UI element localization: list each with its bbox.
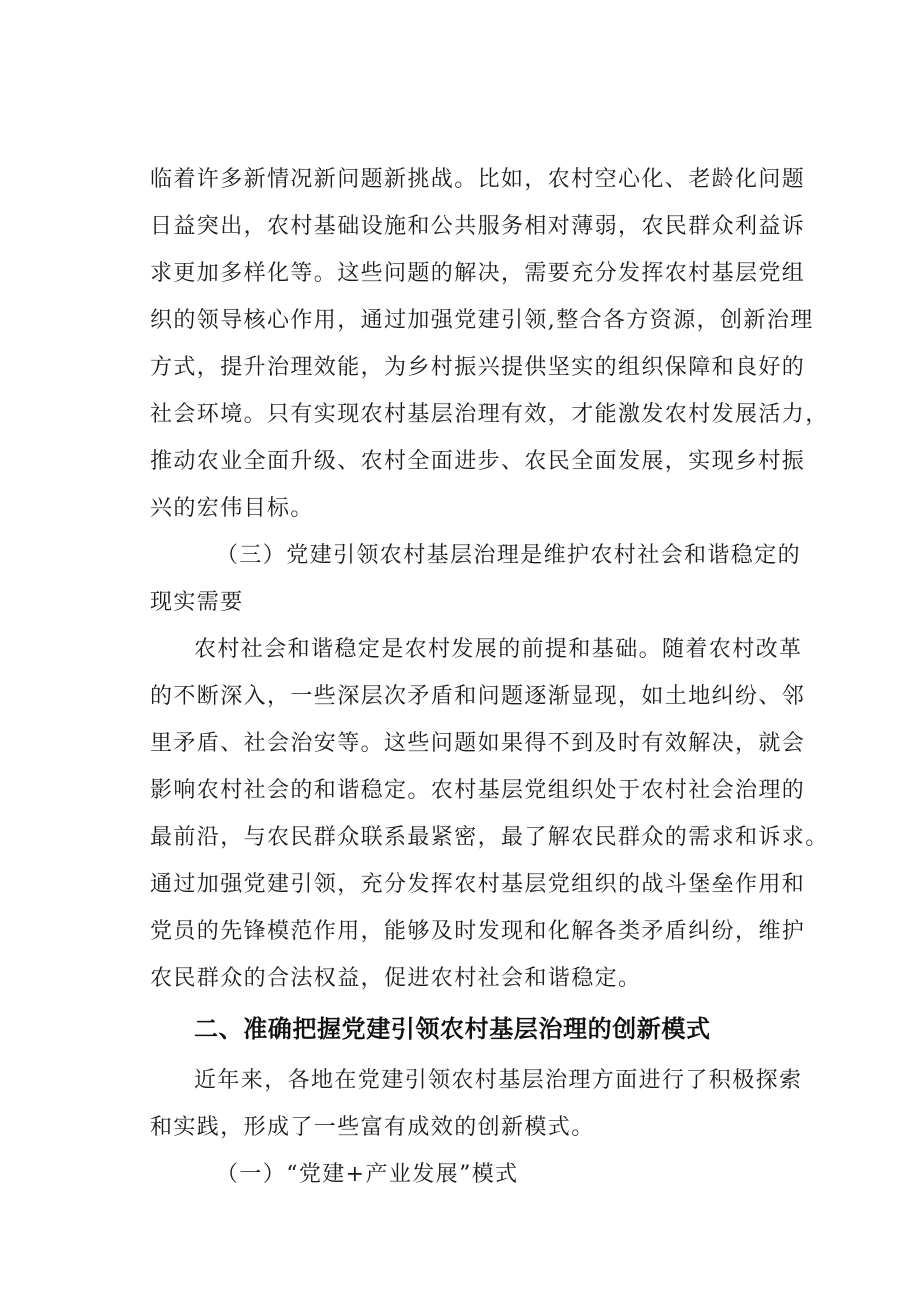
text-line: 求更加多样化等。这些问题的解决，需要充分发挥农村基层党组 (150, 261, 806, 286)
text-line: 最前沿，与农民群众联系最紧密，最了解农民群众的需求和诉求。 (150, 825, 829, 850)
text-line: 近年来，各地在党建引领农村基层治理方面进行了积极探索 (194, 1068, 803, 1093)
text-line: 农民群众的合法权益，促进农村社会和谐稳定。 (150, 966, 642, 991)
text-line: 通过加强党建引领，充分发挥农村基层党组织的战斗堡垒作用和 (150, 872, 806, 897)
text-line: 农村社会和谐稳定是农村发展的前提和基础。随着农村改革 (194, 637, 803, 662)
paragraph-rural-challenges (150, 156, 829, 532)
paragraph-harmony-stability (150, 626, 829, 1002)
text-line: 社会环境。只有实现农村基层治理有效，才能激发农村发展活力， (150, 402, 829, 427)
paragraph-innovation-models (150, 1057, 810, 1151)
text-line: 的不断深入，一些深层次矛盾和问题逐渐显现，如土地纠纷、邻 (150, 684, 806, 709)
text-line: 里矛盾、社会治安等。这些问题如果得不到及时有效解决，就会 (150, 731, 806, 756)
subheading-industry-model: （一）“党建+产业发展”模式 (216, 1162, 519, 1187)
text-line: 推动农业全面升级、农村全面进步、农民全面发展，实现乡村振 (150, 449, 806, 474)
text-line: 和实践，形成了一些富有成效的创新模式。 (150, 1115, 595, 1140)
document-body (150, 156, 829, 1198)
subheading-line: 现实需要 (150, 590, 244, 615)
text-line: 影响农村社会的和谐稳定。农村基层党组织处于农村社会治理的 (150, 778, 806, 803)
subheading-harmony-stability (150, 532, 810, 626)
subheading-line: （三）党建引领农村基层治理是维护农村社会和谐稳定的 (216, 543, 802, 568)
text-line: 日益突出，农村基础设施和公共服务相对薄弱，农民群众利益诉 (150, 214, 806, 239)
text-line: 织的领导核心作用，通过加强党建引领,整合各方资源，创新治理 (150, 308, 814, 333)
text-line: 临着许多新情况新问题新挑战。比如，农村空心化、老龄化问题 (150, 167, 806, 192)
text-line: 方式，提升治理效能，为乡村振兴提供坚实的组织保障和良好的 (150, 355, 806, 380)
text-line: 党员的先锋模范作用，能够及时发现和化解各类矛盾纠纷，维护 (150, 919, 806, 944)
text-line: 兴的宏伟目标。 (150, 496, 314, 521)
section-heading: 二、准确把握党建引领农村基层治理的创新模式 (194, 1015, 711, 1043)
